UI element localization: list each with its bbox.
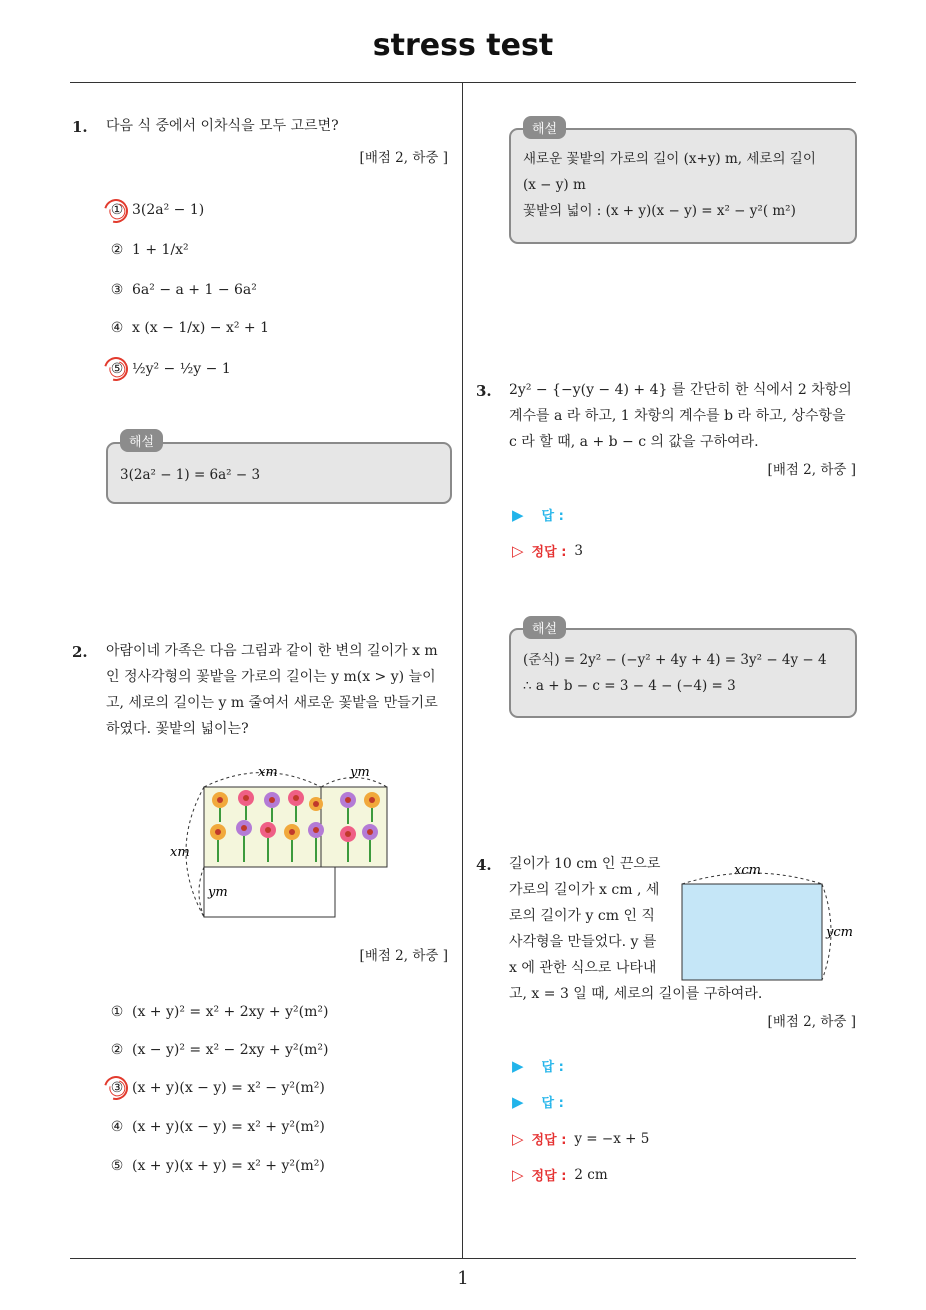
option-expr: (x + y)(x + y) = x² + y²(m²) [132,1158,325,1174]
solution-line: ∴ a + b − c = 3 − 4 − (−4) = 3 [523,678,736,694]
page-title: stress test [372,28,554,63]
q1-number: 1. [72,118,88,136]
q4-correct-row-1 [512,1129,649,1148]
footer-rule [70,1258,856,1259]
q4-text-line: 사각형을 만들었다. y 를 [509,934,657,950]
figure-label-left-y: ym [208,885,228,900]
q2-option-3[interactable] [108,1080,325,1096]
q4-correct-row-2 [512,1165,608,1184]
q2-option-1[interactable] [108,1004,328,1020]
solution-line: (준식) = 2y² − (−y² + 4y + 4) = 3y² − 4y − 4 [523,652,827,668]
figure-label-right: ycm [826,925,853,940]
correct-value: 2 cm [574,1166,608,1183]
option-marker: ④ [110,320,124,336]
option-expr: 3(2a² − 1) [132,202,205,218]
option-marker: ① [110,1004,124,1020]
solution-line: 새로운 꽃밭의 가로의 길이 (x+y) m, 세로의 길이 [523,151,816,167]
column-divider [462,83,463,1258]
triangle-filled-icon: ▶ [512,1092,524,1111]
header-rule [70,82,856,83]
q3-answer-row[interactable] [512,505,564,524]
option-expr: (x − y)² = x² − 2xy + y²(m²) [132,1042,329,1058]
answer-label: 답 : [541,1096,564,1111]
selected-circle-icon [100,195,133,228]
q3-text-line: 계수를 a 라 하고, 1 차항의 계수를 b 라 하고, 상수항을 [509,408,846,424]
q2-meta: [배점 2, 하중 ] [359,948,448,964]
q4-answer-row-2[interactable] [512,1092,564,1111]
q3-correct-row [512,541,583,560]
correct-label: 정답 : [531,1169,567,1184]
option-expr: ½y² − ½y − 1 [132,361,231,377]
q1-meta: [배점 2, 하중 ] [359,150,448,166]
figure-label-left-x: xm [170,845,190,860]
correct-value: 3 [574,542,583,559]
q2-text-line: 아람이네 가족은 다음 그림과 같이 한 변의 길이가 x m [106,643,438,659]
q1-option-4[interactable] [108,320,269,336]
solution-line: 꽃밭의 넓이 : (x + y)(x − y) = x² − y²( m²) [523,203,796,219]
option-expr: (x + y)(x − y) = x² − y²(m²) [132,1080,325,1096]
option-expr: 1 + 1/x² [132,242,189,258]
q1-text: 다음 식 중에서 이차식을 모두 고르면? [106,118,339,134]
option-expr: (x + y)² = x² + 2xy + y²(m²) [132,1004,329,1020]
q3-solution-tag: 해설 [523,616,566,639]
answer-label: 답 : [541,1060,564,1075]
option-marker: ⑤ [110,361,124,377]
q1-solution-tag: 해설 [120,429,163,452]
q2-flower-garden-figure [168,760,398,925]
q3-meta: [배점 2, 하중 ] [767,462,856,478]
q2-text-line: 고, 세로의 길이는 y m 줄여서 새로운 꽃밭을 만들기로 [106,695,438,711]
q4-text-line: 길이가 10 cm 인 끈으로 [509,856,661,872]
page-number: 1 [457,1268,469,1289]
triangle-filled-icon: ▶ [512,505,524,524]
q2-solution-box [509,128,857,244]
q4-text-line: x 에 관한 식으로 나타내 [509,960,657,976]
correct-label: 정답 : [531,545,567,560]
q3-text [509,377,861,455]
q2-option-2[interactable] [108,1042,328,1058]
q4-number: 4. [476,856,492,874]
q4-text-line: 고, x = 3 일 때, 세로의 길이를 구하여라. [509,986,763,1002]
figure-label-top: xcm [734,863,761,878]
q3-text-line: 2y² − {−y(y − 4) + 4} 를 간단히 한 식에서 2 차항의 [509,382,852,398]
correct-label: 정답 : [531,1133,567,1148]
option-expr: (x + y)(x − y) = x² + y²(m²) [132,1119,325,1135]
q1-solution-text: 3(2a² − 1) = 6a² − 3 [120,467,261,483]
q4-text-line: 가로의 길이가 x cm , 세 [509,882,660,898]
option-expr: x (x − 1/x) − x² + 1 [132,320,269,336]
correct-value: y = −x + 5 [574,1130,650,1147]
q1-option-2[interactable] [108,242,189,258]
selected-circle-icon [100,353,133,386]
q2-solution-text [523,146,816,224]
q2-text-line: 하였다. 꽃밭의 넓이는? [106,721,249,737]
option-expr: 6a² − a + 1 − 6a² [132,282,257,298]
option-marker: ⑤ [110,1158,124,1174]
triangle-outline-icon: ▷ [512,1165,524,1184]
q2-text-line: 인 정사각형의 꽃밭을 가로의 길이는 y m(x > y) 늘이 [106,669,436,685]
figure-label-top-x: xm [258,765,278,780]
q2-number: 2. [72,643,88,661]
option-marker: ① [110,202,124,218]
option-marker: ④ [110,1119,124,1135]
q3-text-line: c 라 할 때, a + b − c 의 값을 구하여라. [509,434,759,450]
option-marker: ③ [110,282,124,298]
q1-option-3[interactable] [108,282,257,298]
solution-line: (x − y) m [523,177,586,193]
triangle-outline-icon: ▷ [512,541,524,560]
q3-solution-box [509,628,857,718]
q2-solution-tag: 해설 [523,116,566,139]
q4-meta: [배점 2, 하중 ] [767,1014,856,1030]
triangle-outline-icon: ▷ [512,1129,524,1148]
option-marker: ③ [110,1080,124,1096]
triangle-filled-icon: ▶ [512,1056,524,1075]
q3-solution-text [523,647,827,699]
answer-label: 답 : [541,509,564,524]
q2-option-5[interactable] [108,1158,325,1174]
q4-answer-row-1[interactable] [512,1056,564,1075]
q3-number: 3. [476,382,492,400]
option-marker: ② [110,242,124,258]
figure-label-top-y: ym [350,765,370,780]
q2-text [106,638,458,742]
q2-option-4[interactable] [108,1119,325,1135]
option-marker: ② [110,1042,124,1058]
q4-text-line: 로의 길이가 y cm 인 직 [509,908,655,924]
q4-rectangle-figure [672,856,862,986]
selected-circle-icon [100,1072,133,1105]
